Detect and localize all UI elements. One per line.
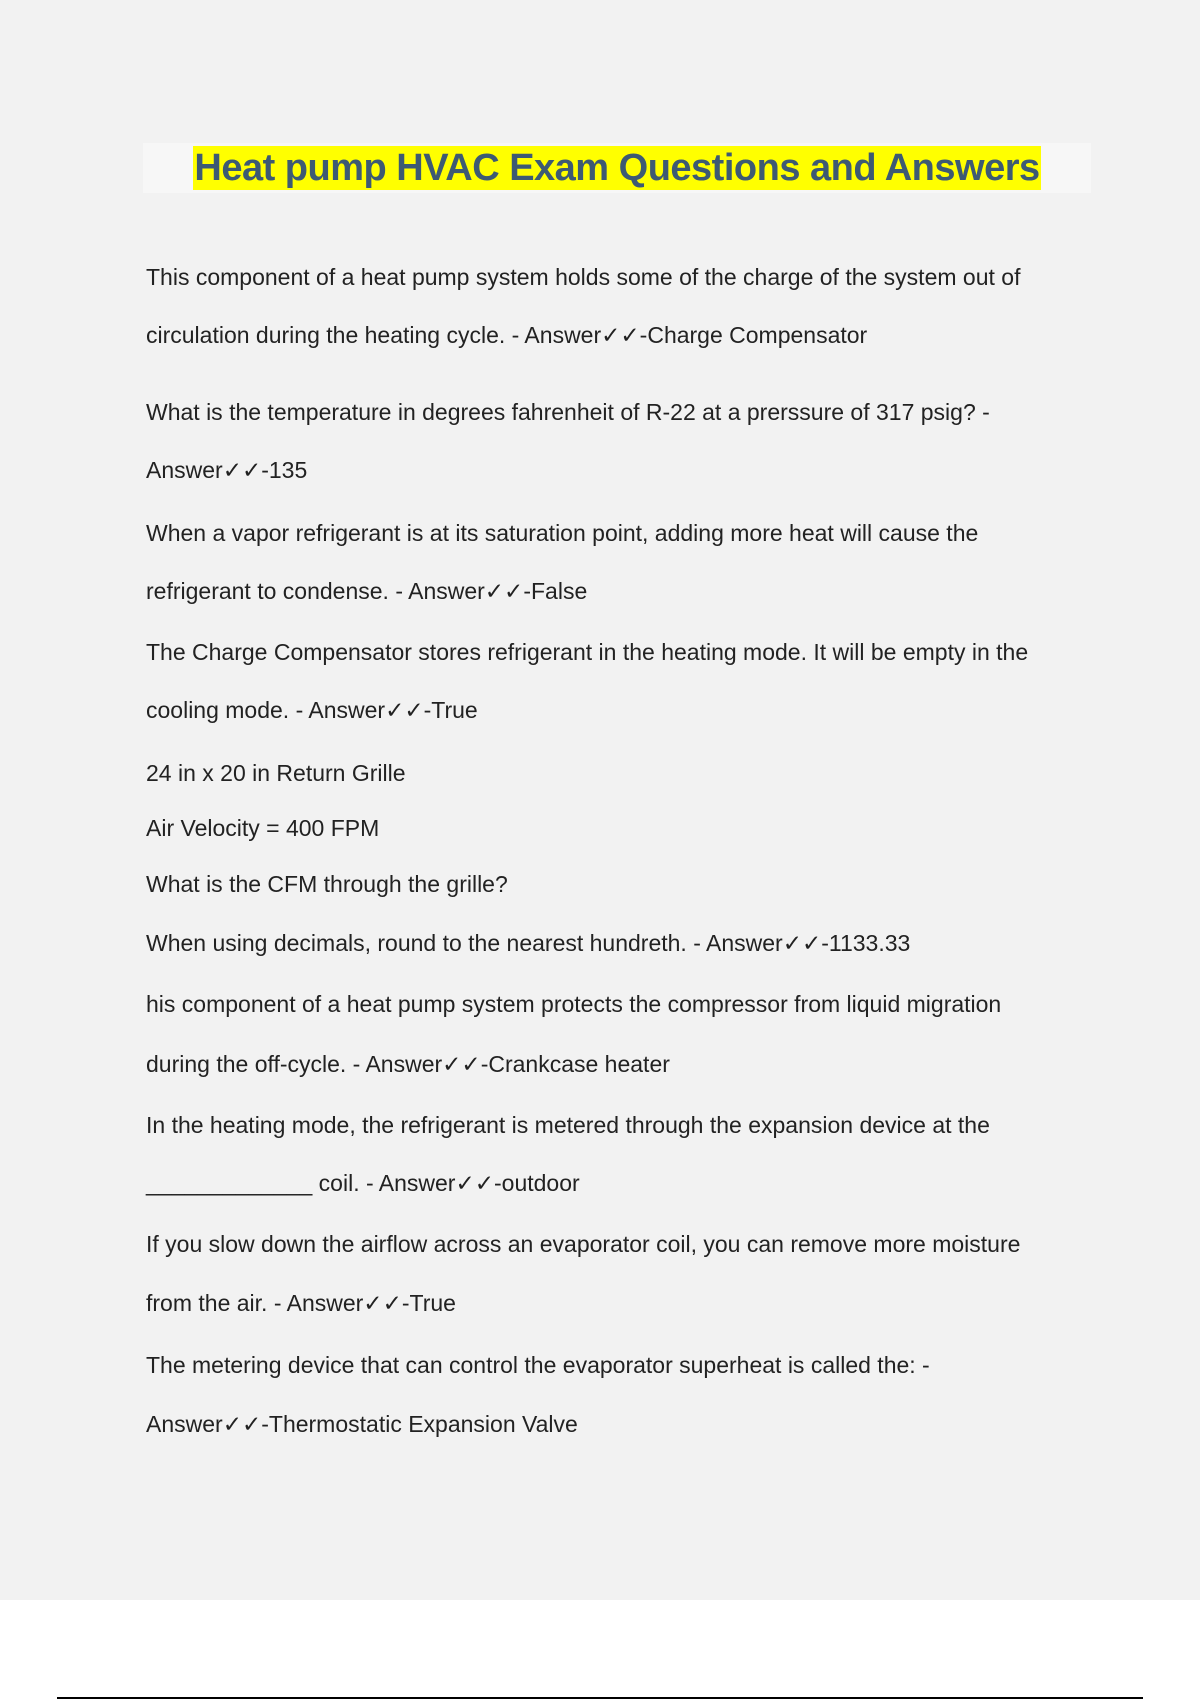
qa-line-8: cooling mode. - Answer✓✓-True bbox=[146, 697, 478, 723]
footer-rule bbox=[57, 1697, 1143, 1699]
qa-line-12: When using decimals, round to the nearest hundreth. - Answer✓✓-1133.33 bbox=[146, 930, 911, 956]
qa-line-15: In the heating mode, the refrigerant is metered through the expansion device at the bbox=[146, 1112, 990, 1138]
qa-line-6: refrigerant to condense. - Answer✓✓-False bbox=[146, 578, 588, 604]
qa-line-4: Answer✓✓-135 bbox=[146, 457, 308, 483]
qa-line-16: _____________ coil. - Answer✓✓-outdoor bbox=[146, 1170, 580, 1196]
qa-line-17: If you slow down the airflow across an evaporator coil, you can remove more moisture bbox=[146, 1231, 1021, 1257]
qa-line-5: When a vapor refrigerant is at its saturation point, adding more heat will cause the bbox=[146, 520, 979, 546]
qa-line-10: Air Velocity = 400 FPM bbox=[146, 815, 380, 841]
qa-line-2: circulation during the heating cycle. - Answer✓✓-Charge Compensator bbox=[146, 322, 868, 348]
qa-line-1: This component of a heat pump system holds some of the charge of the system out of bbox=[146, 264, 1021, 290]
title-block bbox=[143, 143, 1091, 193]
page-title: Heat pump HVAC Exam Questions and Answers bbox=[194, 147, 1040, 189]
qa-line-20: Answer✓✓-Thermostatic Expansion Valve bbox=[146, 1411, 578, 1437]
qa-line-14: during the off-cycle. - Answer✓✓-Crankcase heater bbox=[146, 1051, 670, 1077]
qa-line-13: his component of a heat pump system protects the compressor from liquid migration bbox=[146, 991, 1002, 1017]
qa-line-19: The metering device that can control the evaporator superheat is called the: - bbox=[146, 1352, 930, 1378]
qa-line-9: 24 in x 20 in Return Grille bbox=[146, 760, 406, 786]
qa-line-3: What is the temperature in degrees fahrenheit of R-22 at a prerssure of 317 psig? - bbox=[146, 399, 990, 425]
qa-line-7: The Charge Compensator stores refrigerant in the heating mode. It will be empty in the bbox=[146, 639, 1029, 665]
qa-line-18: from the air. - Answer✓✓-True bbox=[146, 1290, 456, 1316]
qa-line-11: What is the CFM through the grille? bbox=[146, 871, 508, 897]
